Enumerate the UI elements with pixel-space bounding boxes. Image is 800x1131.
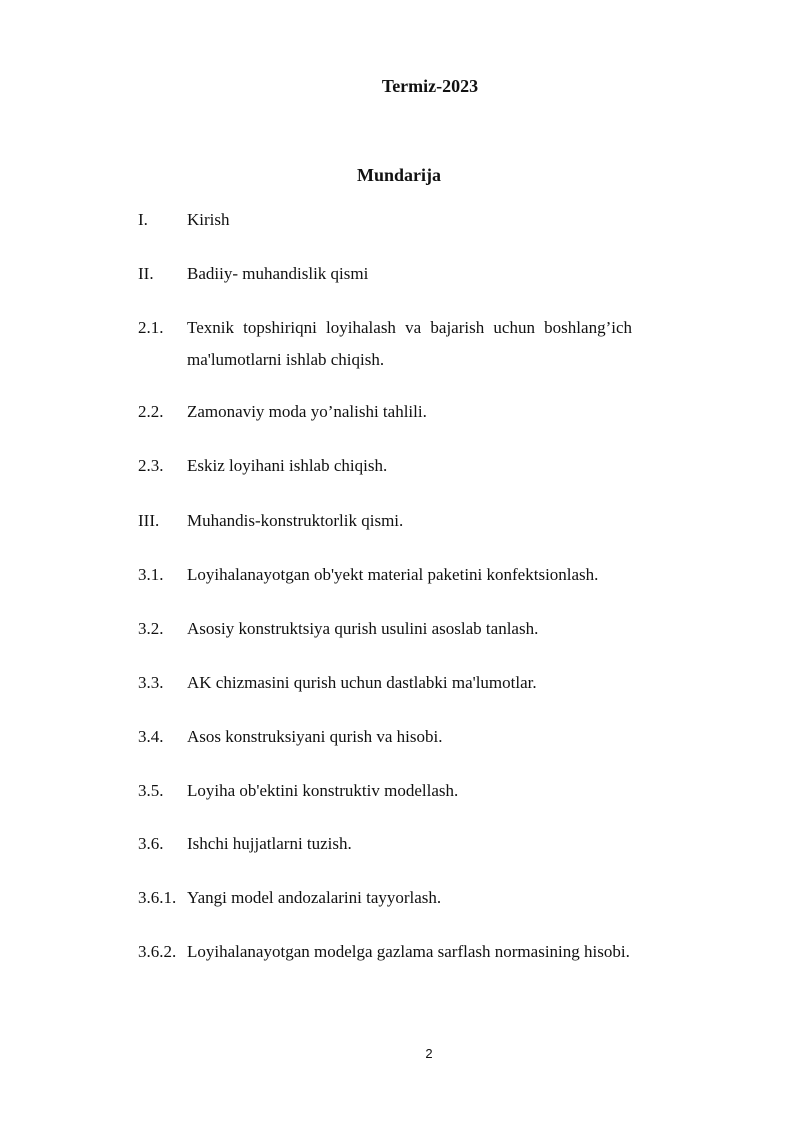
toc-item <box>138 204 678 236</box>
toc-item-number: 3.2. <box>138 619 164 638</box>
toc-item-text: Eskiz loyihani ishlab chiqish. <box>187 456 388 475</box>
toc-item-text: Muhandis-konstruktorlik qismi. <box>187 511 404 530</box>
toc-item <box>138 258 678 290</box>
toc-item-number: 3.3. <box>138 673 164 692</box>
page-number: 2 <box>425 1046 433 1061</box>
toc-item-text: Loyiha ob'ektini konstruktiv modellash. <box>187 781 459 800</box>
toc-item-number: 2.1. <box>138 318 164 337</box>
toc-item-number: I. <box>138 210 148 229</box>
toc-item-text: Loyihalanayotgan ob'yekt material paketini konfektsionlash. <box>187 565 599 584</box>
city-year-heading: Termiz-2023 <box>381 76 479 96</box>
toc-item-number: 3.1. <box>138 565 164 584</box>
toc-item <box>138 396 678 428</box>
toc-item-number: 3.6.2. <box>138 942 177 961</box>
toc-item <box>138 505 678 537</box>
toc-item-text: Texnik topshiriqni loyihalash va bajarish uchun boshlang’ich ma'lumotlarni ishlab chiqish. <box>187 318 632 369</box>
toc-item-number: 3.5. <box>138 781 164 800</box>
toc-item <box>138 828 678 860</box>
toc-item-text: Ishchi hujjatlarni tuzish. <box>187 834 352 853</box>
toc-item-number: 2.2. <box>138 402 164 421</box>
toc-item-number: 2.3. <box>138 456 164 475</box>
toc-item <box>138 775 678 807</box>
toc-item <box>138 312 632 376</box>
toc-item <box>138 882 678 914</box>
toc-item <box>138 667 678 699</box>
toc-item-text: Kirish <box>187 210 230 229</box>
toc-item-text: Asosiy konstruktsiya qurish usulini asoslab tanlash. <box>187 619 539 638</box>
toc-item-text: Loyihalanayotgan modelga gazlama sarflash normasining hisobi. <box>187 942 630 961</box>
toc-item-text: Asos konstruksiyani qurish va hisobi. <box>187 727 443 746</box>
toc-item <box>138 721 678 753</box>
toc-item-number: 3.6.1. <box>138 888 177 907</box>
toc-item <box>138 613 678 645</box>
toc-item-number: 3.4. <box>138 727 164 746</box>
toc-item-text: Badiiy- muhandislik qismi <box>187 264 369 283</box>
toc-item-text: Yangi model andozalarini tayyorlash. <box>187 888 442 907</box>
toc-item-number: II. <box>138 264 154 283</box>
toc-item-text: AK chizmasini qurish uchun dastlabki ma'lumotlar. <box>187 673 537 692</box>
toc-item <box>138 936 678 968</box>
toc-title: Mundarija <box>356 165 441 185</box>
toc-item-number: 3.6. <box>138 834 164 853</box>
toc-item-text: Zamonaviy moda yo’nalishi tahlili. <box>187 402 427 421</box>
toc-item-number: III. <box>138 511 160 530</box>
toc-item <box>138 450 678 482</box>
toc-item <box>138 559 678 591</box>
